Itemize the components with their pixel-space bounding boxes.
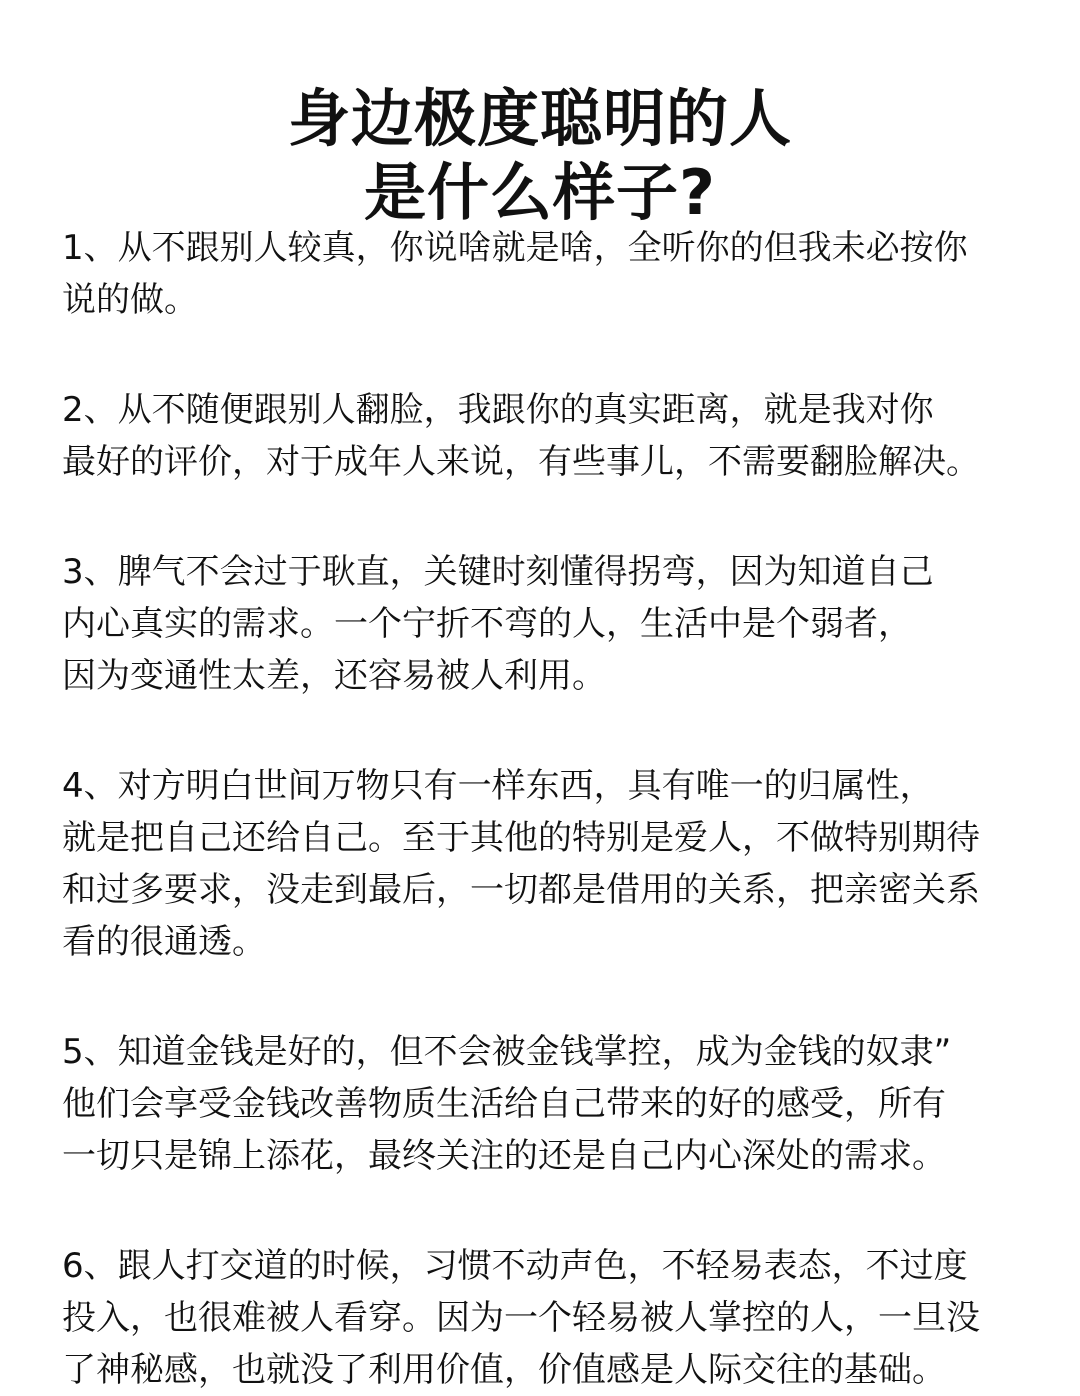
item-text-line: 3、脾气不会过于耿直，关键时刻懂得拐弯，因为知道自己 [62, 552, 934, 592]
list-item-3 [62, 546, 1042, 702]
item-text-line: 4、对方明白世间万物只有一样东西，具有唯一的归属性， [62, 766, 934, 806]
title-line-2: 是什么样子? [364, 155, 716, 229]
item-text-line: 就是把自己还给自己。至于其他的特别是爱人，不做特别期待 [62, 818, 980, 858]
list-item-4 [62, 760, 1042, 968]
item-text-line: 和过多要求，没走到最后，一切都是借用的关系，把亲密关系 [62, 870, 980, 910]
list-item-5 [62, 1026, 1042, 1182]
list-item-1 [62, 222, 1042, 326]
item-text-line: 说的做。 [62, 280, 198, 320]
item-text-line: 投入，也很难被人看穿。因为一个轻易被人掌控的人，一旦没 [62, 1298, 980, 1338]
item-text-line: 6、跟人打交道的时候，习惯不动声色，不轻易表态，不过度 [62, 1246, 968, 1286]
item-text-line: 因为变通性太差，还容易被人利用。 [62, 656, 606, 696]
item-text-line: 看的很通透。 [62, 922, 266, 962]
item-text-line: 最好的评价，对于成年人来说，有些事儿，不需要翻脸解决。 [62, 442, 980, 482]
item-text-line: 1、从不跟别人较真，你说啥就是啥，全听你的但我未必按你 [62, 228, 968, 268]
item-text-line: 2、从不随便跟别人翻脸，我跟你的真实距离，就是我对你 [62, 390, 934, 430]
item-text-line: 了神秘感，也就没了利用价值，价值感是人际交往的基础。 [62, 1350, 946, 1390]
title-line-1: 身边极度聪明的人 [287, 81, 792, 155]
item-text-line: 一切只是锦上添花，最终关注的还是自己内心深处的需求。 [62, 1136, 946, 1176]
item-text-line: 他们会享受金钱改善物质生活给自己带来的好的感受，所有 [62, 1084, 946, 1124]
list-item-6 [62, 1240, 1042, 1396]
article-body [62, 222, 1042, 1396]
list-item-2 [62, 384, 1042, 488]
article-title [0, 82, 1080, 230]
item-text-line: 内心真实的需求。一个宁折不弯的人，生活中是个弱者， [62, 604, 912, 644]
item-text-line: 5、知道金钱是好的，但不会被金钱掌控，成为金钱的奴隶” [62, 1032, 952, 1072]
